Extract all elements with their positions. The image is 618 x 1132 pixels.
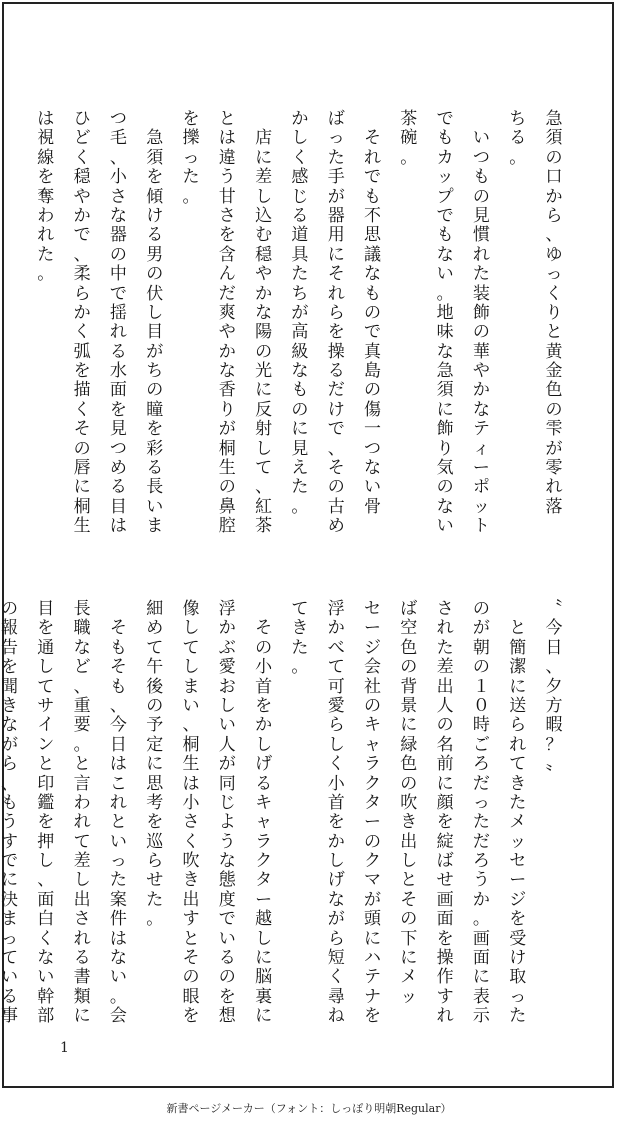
text-column: セ ー ジ 会 社 の キ ャ ラ ク タ ー の ク マ が 頭 に ハ テ ナ を bbox=[364, 599, 381, 1027]
text-column: そ も そ も 、 今 日 は こ れ と い っ た 案 件 は な い 。 会 bbox=[109, 618, 127, 1027]
page-number: 1 bbox=[60, 1040, 69, 1056]
text-column: 浮 か べ て 可 愛 ら し く 小 首 を か し げ な が ら 短 く 尋 ね bbox=[327, 599, 345, 1027]
text-column: と は 違 う 甘 さ を 含 ん だ 爽 や か な 香 り が 桐 生 の 鼻 腔 bbox=[218, 109, 236, 537]
text-column: 目 を 通 し て サ イ ン と 印 鑑 を 押 し 、 面 白 く な い 幹 部 bbox=[37, 599, 55, 1027]
text-column: 店 に 差 し 込 む 穏 や か な 陽 の 光 に 反 射 し て 、 紅 茶 bbox=[255, 128, 273, 537]
book-page bbox=[2, 2, 614, 1088]
text-column: つ 毛 、 小 さ な 器 の 中 で 揺 れ る 水 面 を 見 つ め る 目 は bbox=[109, 109, 127, 537]
text-column: い つ も の 見 慣 れ た 装 飾 の 華 や か な テ ィ ー ポ ッ ト bbox=[472, 128, 490, 537]
text-column: そ れ で も 不 思 議 な も の で 真 島 の 傷 一 つ な い 骨 bbox=[364, 128, 381, 517]
text-column: で も カ ッ プ で も な い 。 地 味 な 急 須 に 飾 り 気 の な い bbox=[436, 109, 454, 537]
text-column: 茶 碗 。 bbox=[400, 109, 418, 168]
text-column: の 報 告 を 聞 き な が ら 、 も う す で に 決 ま っ て い る 事 bbox=[1, 599, 18, 1027]
text-column: ち る 。 bbox=[509, 109, 527, 168]
text-column: を 擽 っ た 。 bbox=[182, 109, 200, 207]
text-column: 像 し て し ま い 、 桐 生 は 小 さ く 吹 き 出 す と そ の 眼 を bbox=[182, 599, 200, 1027]
text-column: 浮 か ぶ 愛 お し い 人 が 同 じ よ う な 態 度 で い る の を 想 bbox=[218, 599, 236, 1027]
text-column: は 視 線 を 奪 わ れ た 。 bbox=[37, 109, 55, 285]
footer-caption: 新書ページメーカー（フォント：しっぽり明朝Regular） bbox=[166, 1102, 452, 1115]
text-column: の が 朝 の １ ０ 時 ご ろ だ っ た だ ろ う か 。 画 面 に 表 示 bbox=[472, 599, 490, 1027]
text-column: ば っ た 手 が 器 用 に そ れ ら を 操 る だ け で 、 そ の 古 め bbox=[327, 109, 345, 537]
text-column: か し く 感 じ る 道 具 た ち が 高 級 な も の に 見 え た 。 bbox=[291, 109, 309, 517]
text-column: て き た 。 bbox=[291, 599, 309, 678]
text-column: さ れ た 差 出 人 の 名 前 に 顔 を 綻 ば せ 画 面 を 操 作 す れ bbox=[436, 599, 454, 1027]
text-column: 急 須 の 口 か ら 、 ゆ っ く り と 黄 金 色 の 雫 が 零 れ 落 bbox=[545, 109, 563, 517]
text-column: 〝 今 日 、 夕 方 暇 ？ 〟 bbox=[545, 599, 563, 775]
text-column: 細 め て 午 後 の 予 定 に 思 考 を 巡 ら せ た 。 bbox=[146, 599, 164, 930]
text-column: 長 職 な ど 、 重 要 。 と 言 わ れ て 差 し 出 さ れ る 書 類 に bbox=[73, 599, 91, 1027]
text-column: 急 須 を 傾 け る 男 の 伏 し 目 が ち の 瞳 を 彩 る 長 い ま bbox=[146, 128, 164, 537]
text-column: と 簡 潔 に 送 ら れ て き た メ ッ セ ー ジ を 受 け 取 っ た bbox=[509, 618, 527, 1027]
text-column: ば 空 色 の 背 景 に 緑 色 の 吹 き 出 し と そ の 下 に メ ッ bbox=[400, 599, 418, 1007]
text-column: ひ ど く 穏 や か で 、 柔 ら か く 弧 を 描 く そ の 唇 に 桐 生 bbox=[73, 109, 91, 537]
text-column: そ の 小 首 を か し げ る キ ャ ラ ク タ ー 越 し に 脳 裏 に bbox=[255, 618, 273, 1027]
